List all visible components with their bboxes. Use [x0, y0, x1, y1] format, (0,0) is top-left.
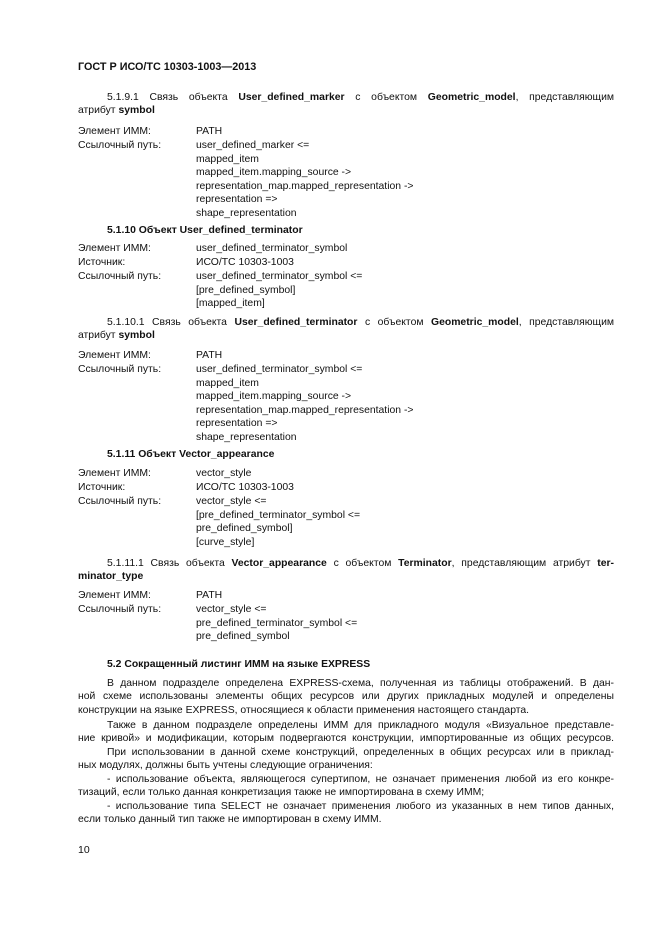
path-line: [pre_defined_terminator_symbol <=: [196, 509, 361, 521]
path-line: shape_representation: [196, 431, 297, 443]
path-line: [curve_style]: [196, 536, 255, 548]
path-line: mapped_item: [196, 377, 259, 389]
path-line: mapped_item.mapping_source ->: [196, 391, 352, 403]
path-line: representation =>: [196, 194, 278, 206]
section-heading: 5.2 Сокращенный листинг ИММ на языке EXPRESS: [107, 659, 371, 670]
section-heading: 5.1.10 Объект User_defined_terminator: [107, 225, 303, 236]
document-page: ГОСТ Р ИСО/ТС 10303-1003—2013 5.1.9.1 Связь объекта User_defined_marker с объектом Geometric_model, представляющим атрибут symbol Элемент ИММ: PATH Ссылочный путь: user_defined_marker <= mapped_item mapped_item.mapping_source -> representation_map.mapped_representation -> representation => shape_representation 5.1.10 Объект User_defined_terminator Элемент ИММ: user_defined_terminator_symbol Источник: ИСО/ТС 10303-1003 Ссылочный путь: user_defined_terminator_symbol <= [pre_defined_symbol] [mapped_item] 5.1.10.1 Связь объекта User_defined_terminator с объектом Geometric_model, представляющим атрибут symbol Элемент ИММ: PATH Ссылочный путь: user_defined_terminator_symbol <= mapped_item mapped_item.mapping_source -> representation_map.mapped_representation -> representation => shape_representation 5.1.11 Объект Vector_appearance Элемент ИММ: vector_style Источник: ИСО/ТС 10303-1003 Ссылочный путь: vector_style <= [pre_defined_terminator_symbol <= pre_defined_symbol] [curve_style] 5.1.11.1 Связь объекта Vector_appearance с объектом Terminator, представляющим атрибут ter- minator_type Элемент ИММ: PATH Ссылочный путь: vector_style <= pre_defined_terminator_symbol <= pre_defined_symbol 5.2 Сокращенный листинг ИММ на языке EXPRESS В данном подразделе определена EXPRESS-схема, полученная из таблицы отображений. В дан- ной схеме использованы элементы общих ресурсов или других прикладных модулей и определены конструкции на языке EXPRESS, относящиеся к области применения настоящего стандарта. Также в данном подразделе определены ИММ для прикладного модуля «Визуальное представле- ние кривой» и модификации, которым подвергаются конструкции, импортированные из общих ресурсов. При использовании в данной схеме конструкций, определенных в общих ресурсах или в приклад- ных модулях, должны быть учтены следующие ограничения: - использование объекта, являющегося супертипом, не означает применения любой из его конкре- тизаций, если только данная конкретизация также не импортирована в схему ИММ; - использование типа SELECT не означает применения любого из указанных в нем типов данных, если только данный тип также не импортирован в схему ИММ. 10: [78, 61, 615, 856]
path-line: mapped_item: [196, 153, 259, 165]
path-line: vector_style <=: [196, 604, 267, 615]
list-item: - использование типа SELECT не означает применения любого из указанных в нем типов данных, если только данный тип также не импортирован в схему ИММ.: [78, 801, 614, 826]
list-item: - использование объекта, являющегося супертипом, не означает применения любой из его конкре- тизаций, если только данная конкретизация также не импортирована в схему ИММ;: [78, 774, 614, 799]
paragraph: В данном подразделе определена EXPRESS-схема, полученная из таблицы отображений. В дан- ной схеме использованы элементы общих ресурсов или других прикладных модулей и определены конструкции на языке EXPRESS, относящиеся к области применения настоящего стандарта.: [78, 678, 614, 716]
path-line: user_defined_terminator_symbol <=: [196, 271, 363, 282]
path-line: mapped_item.mapping_source ->: [196, 167, 352, 179]
path-line: shape_representation: [196, 207, 297, 219]
path-line: pre_defined_symbol]: [196, 523, 293, 535]
path-line: user_defined_marker <=: [196, 140, 310, 151]
path-line: user_defined_terminator_symbol <=: [196, 364, 363, 375]
section-heading: 5.1.11 Объект Vector_appearance: [107, 449, 275, 460]
path-line: [pre_defined_symbol]: [196, 284, 296, 296]
path-line: [mapped_item]: [196, 298, 265, 310]
standard-header: ГОСТ Р ИСО/ТС 10303-1003—2013: [78, 61, 257, 73]
clause-5-1-9-1: 5.1.9.1 Связь объекта User_defined_marker с объектом Geometric_model, представляющим атрибут symbol: [78, 92, 615, 117]
path-line: vector_style <=: [196, 496, 267, 507]
clause-5-1-11-1: 5.1.11.1 Связь объекта Vector_appearance с объектом Terminator, представляющим атрибут ter- minator_type: [78, 558, 615, 583]
path-line: representation_map.mapped_representation ->: [196, 404, 414, 416]
paragraph: При использовании в данной схеме конструкций, определенных в общих ресурсах или в приклад- ных модулях, должны быть учтены следующие ограничения:: [78, 747, 614, 772]
paragraph: Также в данном подразделе определены ИММ для прикладного модуля «Визуальное представле- ние кривой» и модификации, которым подвергаются конструкции, импортированные из общих ресурсов.: [78, 720, 614, 745]
path-line: representation =>: [196, 418, 278, 430]
path-line: pre_defined_terminator_symbol <=: [196, 617, 358, 629]
clause-5-1-10-1: 5.1.10.1 Связь объекта User_defined_terminator с объектом Geometric_model, представляющим атрибут symbol: [78, 317, 615, 342]
path-line: representation_map.mapped_representation ->: [196, 180, 414, 192]
page-number: 10: [78, 844, 90, 856]
path-line: pre_defined_symbol: [196, 631, 290, 643]
